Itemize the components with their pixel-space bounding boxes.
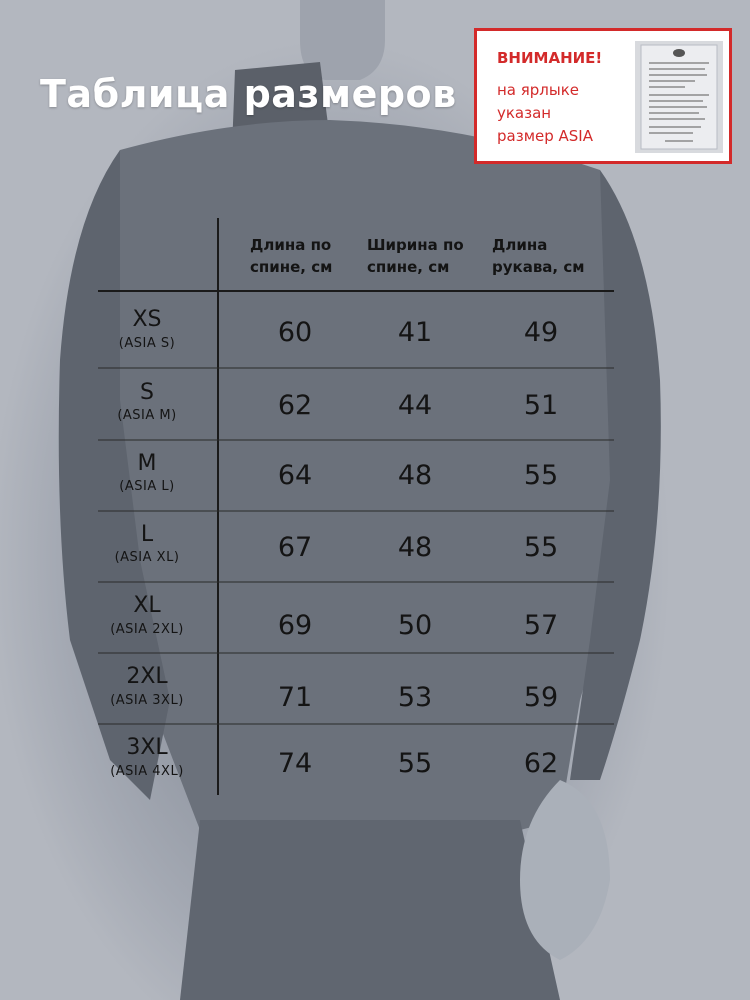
column-header-sleeve-length: Длина рукава, см	[492, 236, 585, 276]
size-label: XS	[132, 307, 162, 332]
table-cell: 41	[397, 317, 433, 348]
table-cell: 59	[523, 682, 559, 713]
table-cell: 51	[523, 390, 559, 421]
asia-size-label: (ASIA 3XL)	[110, 693, 184, 708]
table-cell: 74	[277, 748, 313, 779]
column-header-back-width: Ширина по спине, см	[367, 236, 464, 276]
column-header-back-length: Длина по спине, см	[250, 236, 333, 276]
notice-heading: ВНИМАНИЕ!	[497, 49, 603, 67]
size-label: XL	[133, 593, 161, 618]
table-cell: 55	[397, 748, 433, 779]
size-label: M	[137, 451, 157, 476]
table-cell: 57	[523, 610, 559, 641]
size-label: S	[140, 380, 154, 405]
asia-size-label: (ASIA L)	[119, 479, 175, 494]
table-cell: 67	[277, 532, 313, 563]
asia-size-label: (ASIA XL)	[114, 550, 180, 565]
asia-size-label: (ASIA S)	[118, 336, 176, 351]
asia-size-label: (ASIA M)	[117, 408, 177, 423]
table-cell: 62	[523, 748, 559, 779]
asia-size-label: (ASIA 4XL)	[110, 764, 184, 779]
size-label: 3XL	[126, 735, 168, 760]
clothing-label-image	[635, 41, 723, 153]
asia-size-notice	[474, 28, 732, 164]
table-cell: 55	[523, 532, 559, 563]
page-title: Таблица размеров	[40, 72, 457, 116]
table-cell: 48	[397, 460, 433, 491]
size-label: L	[140, 522, 154, 547]
table-cell: 60	[277, 317, 313, 348]
notice-line: указан	[497, 104, 552, 122]
table-cell: 71	[277, 682, 313, 713]
table-cell: 62	[277, 390, 313, 421]
notice-line: на ярлыке	[497, 81, 580, 99]
table-cell: 53	[397, 682, 433, 713]
table-cell: 64	[277, 460, 313, 491]
table-cell: 55	[523, 460, 559, 491]
table-cell: 69	[277, 610, 313, 641]
table-cell: 48	[397, 532, 433, 563]
table-cell: 50	[397, 610, 433, 641]
table-cell: 49	[523, 317, 559, 348]
table-cell: 44	[397, 390, 433, 421]
asia-size-label: (ASIA 2XL)	[110, 622, 184, 637]
notice-line: размер ASIA	[497, 127, 593, 145]
size-label: 2XL	[126, 664, 168, 689]
